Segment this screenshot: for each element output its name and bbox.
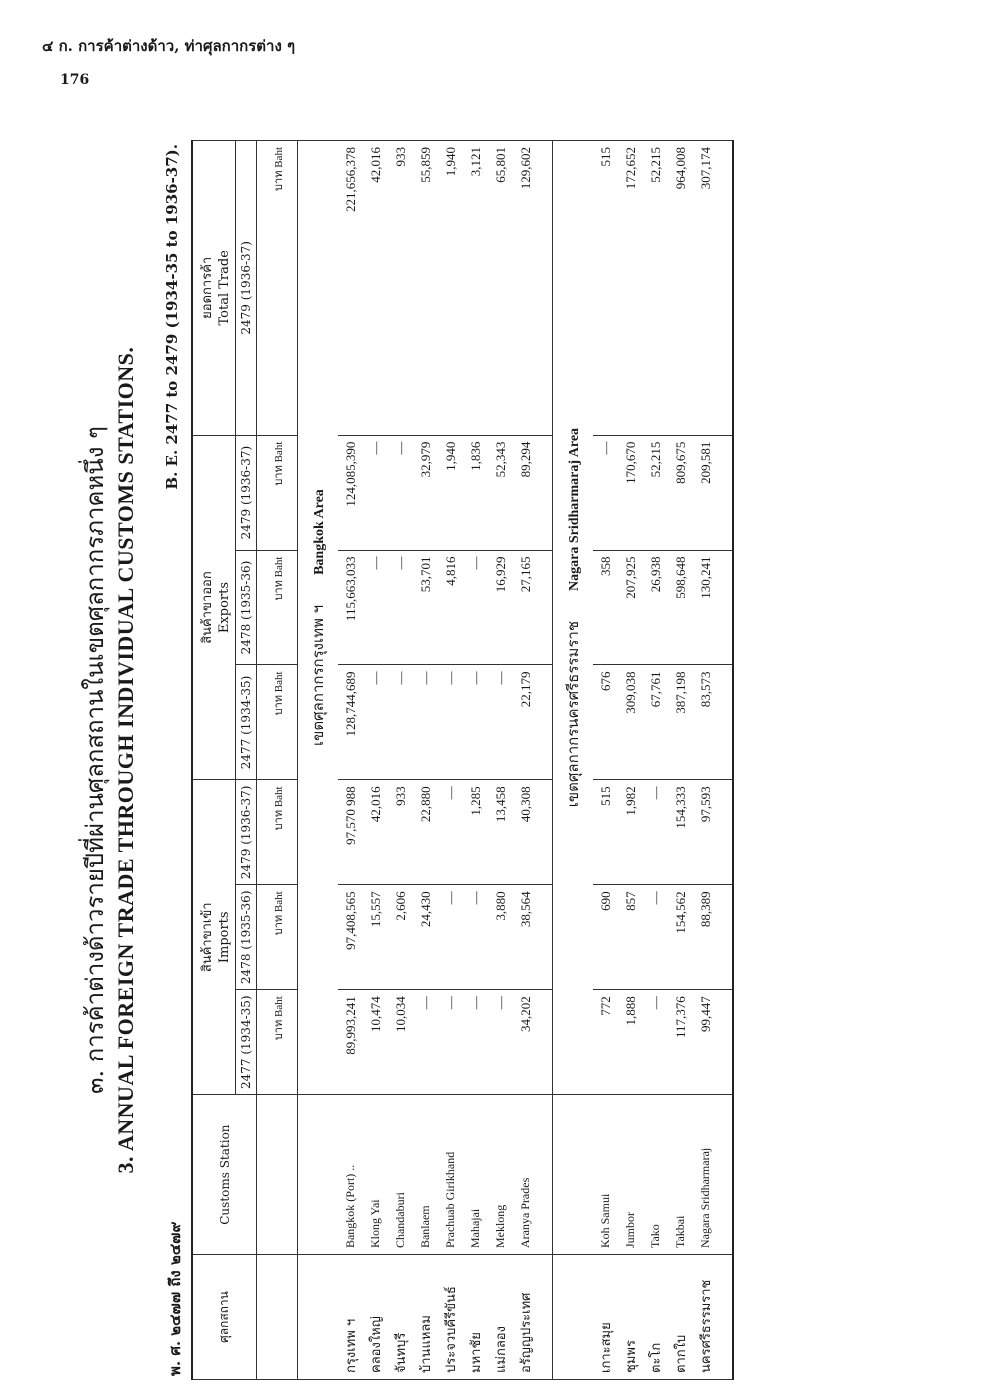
imports-value: — [488, 990, 513, 1095]
imports-value: 42,016 [363, 780, 388, 885]
blank-cell [718, 665, 733, 780]
imports-value: — [643, 885, 668, 990]
blank-cell [718, 885, 733, 990]
blank-cell [538, 990, 553, 1095]
table-title-thai: ๓. การค้าต่างด้าวรายปีที่ผ่านศุลกสถานในเขตศุลกากรภาคหนึ่ง ๆ [81, 426, 109, 1094]
imports-value: 24,430 [413, 885, 438, 990]
section-title [553, 141, 594, 1095]
station-name-thai: ตะโก [643, 1255, 668, 1380]
blank-cell [718, 435, 733, 550]
imports-value: — [438, 990, 463, 1095]
unit-label: บาท Baht [257, 885, 298, 990]
exports-value: 124,085,390 [338, 435, 363, 550]
exports-value: 53,701 [413, 550, 438, 665]
imports-value: 13,458 [488, 780, 513, 885]
imports-value: 690 [593, 885, 618, 990]
section-title-english: Bangkok Area [312, 489, 327, 575]
exports-value: 27,165 [513, 550, 538, 665]
rotated-table-page [75, 140, 915, 1380]
exports-value: 52,343 [488, 435, 513, 550]
exports-value: — [388, 435, 413, 550]
exports-value: 26,938 [643, 550, 668, 665]
station-name-thai: ประจวบคีรีขันธ์ [438, 1255, 463, 1380]
station-name-thai: กรุงเทพ ฯ [338, 1255, 363, 1380]
blank-cell [298, 1095, 339, 1255]
period-thai: พ. ศ. ๒๔๗๗ ถึง ๒๔๗๙ [166, 1221, 184, 1376]
blank-cell [538, 1095, 553, 1255]
imports-value: 97,570 988 [338, 780, 363, 885]
station-name-thai: ตากใบ [668, 1255, 693, 1380]
unit-label: บาท Baht [257, 780, 298, 885]
blank-cell [538, 141, 553, 436]
imports-value: 154,562 [668, 885, 693, 990]
imports-value: 88,389 [693, 885, 718, 990]
imports-value: 772 [593, 990, 618, 1095]
table-row [388, 141, 413, 1380]
imports-value: — [643, 780, 668, 885]
total-en-label: Total Trade [217, 250, 232, 326]
section-title-english: Nagara Sridharmaraj Area [567, 427, 582, 591]
imports-value: 34,202 [513, 990, 538, 1095]
imports-value: — [463, 885, 488, 990]
exports-value: 115,663,033 [338, 550, 363, 665]
year-header: 2477 (1934-35) [236, 665, 257, 780]
exports-value: — [438, 665, 463, 780]
table-row [363, 141, 388, 1380]
section-header-row [298, 141, 339, 1380]
station-name-english: Prachuab Girikhand [438, 1095, 463, 1255]
blank-cell [538, 780, 553, 885]
imports-value: 97,593 [693, 780, 718, 885]
exports-value: 676 [593, 665, 618, 780]
table-row [643, 141, 668, 1380]
year-header: 2477 (1934-35) [236, 990, 257, 1095]
station-th-header: ศุลกสถาน [192, 1255, 257, 1380]
exports-value: — [363, 435, 388, 550]
imports-value: 10,474 [363, 990, 388, 1095]
imports-value: — [438, 885, 463, 990]
blank-cell [538, 885, 553, 990]
station-name-english: Aranya Prades [513, 1095, 538, 1255]
blank-cell [718, 550, 733, 665]
exports-value: 89,294 [513, 435, 538, 550]
station-name-english: Koh Samui [593, 1095, 618, 1255]
total-value: 129,602 [513, 141, 538, 436]
section-title-thai: เขตศุลกากรนครศรีธรรมราช [564, 621, 582, 808]
exports-header [192, 435, 236, 780]
blank-cell [718, 1255, 733, 1380]
unit-label: บาท Baht [257, 550, 298, 665]
exports-value: 358 [593, 550, 618, 665]
total-value: 221,656,378 [338, 141, 363, 436]
imports-value: 857 [618, 885, 643, 990]
imports-value: 2,606 [388, 885, 413, 990]
station-name-english: Takbai [668, 1095, 693, 1255]
trade-table [191, 140, 734, 1380]
exports-value: 83,573 [693, 665, 718, 780]
exports-value: 22,179 [513, 665, 538, 780]
unit-label: บาท Baht [257, 665, 298, 780]
exports-value: 1,940 [438, 435, 463, 550]
exports-value: — [413, 665, 438, 780]
exports-value: 67,761 [643, 665, 668, 780]
blank-cell [718, 990, 733, 1095]
station-name-thai: คลองใหญ่ [363, 1255, 388, 1380]
exports-value: — [363, 550, 388, 665]
imports-header [192, 780, 236, 1095]
imports-en-label: Imports [217, 911, 232, 964]
station-name-thai: เกาะสมุย [593, 1255, 618, 1380]
imports-value: 1,285 [463, 780, 488, 885]
imports-value: 40,308 [513, 780, 538, 885]
blank-cell [538, 435, 553, 550]
blank-cell [718, 141, 733, 436]
station-name-thai: ชุมพร [618, 1255, 643, 1380]
station-name-thai: อรัญญประเทศ [513, 1255, 538, 1380]
exports-value: — [593, 435, 618, 550]
table-row [488, 141, 513, 1380]
station-name-english: Klong Yai [363, 1095, 388, 1255]
imports-th-label: สินค้าขาเข้า [200, 902, 215, 973]
unit-label: บาท Baht [257, 435, 298, 550]
station-name-english: Tako [643, 1095, 668, 1255]
table-row [463, 141, 488, 1380]
running-header: ๔ ก. การค้าต่างด้าว, ท่าศุลกากรต่าง ๆ [42, 37, 296, 55]
table-row [338, 141, 363, 1380]
station-name-english: Chandaburi [388, 1095, 413, 1255]
unit-label: บาท Baht [257, 990, 298, 1095]
imports-value: — [413, 990, 438, 1095]
imports-value: 22,880 [413, 780, 438, 885]
imports-value: 154,333 [668, 780, 693, 885]
blank-cell [538, 1255, 553, 1380]
exports-value: 4,816 [438, 550, 463, 665]
table-row [618, 141, 643, 1380]
imports-value: 89,993,241 [338, 990, 363, 1095]
exports-value: 130,241 [693, 550, 718, 665]
exports-value: 309,038 [618, 665, 643, 780]
imports-value: 117,376 [668, 990, 693, 1095]
station-name-thai: นครศรีธรรมราช [693, 1255, 718, 1380]
station-name-english: Bangkok (Port) .. [338, 1095, 363, 1255]
spacer-row [538, 141, 553, 1380]
table-row [668, 141, 693, 1380]
blank-cell [553, 1095, 594, 1255]
exports-value: — [488, 665, 513, 780]
imports-value: — [463, 990, 488, 1095]
unit-row [257, 141, 298, 1380]
station-name-thai: มหาชัย [463, 1255, 488, 1380]
exports-value: 209,581 [693, 435, 718, 550]
imports-value: 515 [593, 780, 618, 885]
exports-value: — [363, 665, 388, 780]
section-title-thai: เขตศุลกากรกรุงเทพ ฯ [309, 604, 327, 746]
blank-cell [718, 1095, 733, 1255]
blank-cell [538, 550, 553, 665]
section-title [298, 141, 339, 1095]
table-row [413, 141, 438, 1380]
total-value: 52,215 [643, 141, 668, 436]
imports-value: 99,447 [693, 990, 718, 1095]
exports-value: — [388, 665, 413, 780]
total-value: 307,174 [693, 141, 718, 436]
blank-cell [553, 1255, 594, 1380]
year-header: 2479 (1936-37) [236, 141, 257, 436]
exports-value: 387,198 [668, 665, 693, 780]
exports-en-label: Exports [217, 581, 232, 634]
station-name-english: Banlaem [413, 1095, 438, 1255]
station-name-english: Mahajai [463, 1095, 488, 1255]
imports-value: 15,557 [363, 885, 388, 990]
station-name-thai: แม่กลอง [488, 1255, 513, 1380]
imports-value: 1,982 [618, 780, 643, 885]
blank-cell [718, 780, 733, 885]
imports-value: 97,408,565 [338, 885, 363, 990]
exports-value: 1,836 [463, 435, 488, 550]
imports-value: 1,888 [618, 990, 643, 1095]
total-value: 42,016 [363, 141, 388, 436]
exports-value: 128,744,689 [338, 665, 363, 780]
total-value: 515 [593, 141, 618, 436]
table-row [693, 141, 718, 1380]
total-value: 3,121 [463, 141, 488, 436]
blank-cell [538, 665, 553, 780]
total-value: 933 [388, 141, 413, 436]
imports-value: 933 [388, 780, 413, 885]
exports-value: 52,215 [643, 435, 668, 550]
station-name-english: Jumbor [618, 1095, 643, 1255]
unit-label: บาท Baht [257, 141, 298, 436]
spacer-row [718, 141, 733, 1380]
station-name-thai: บ้านแหลม [413, 1255, 438, 1380]
exports-th-label: สินค้าขาออก [200, 571, 215, 644]
imports-value: 10,034 [388, 990, 413, 1095]
exports-value: — [463, 665, 488, 780]
exports-value: 207,925 [618, 550, 643, 665]
total-th-label: ยอดการค้า [200, 256, 215, 319]
exports-value: 32,979 [413, 435, 438, 550]
station-name-english: Nagara Sridharmaraj [693, 1095, 718, 1255]
table-row [438, 141, 463, 1380]
exports-value: 170,670 [618, 435, 643, 550]
year-header: 2479 (1936-37) [236, 780, 257, 885]
exports-value: — [463, 550, 488, 665]
period-english: B. E. 2477 to 2479 (1934-35 to 1936-37). [163, 144, 181, 490]
total-value: 55,859 [413, 141, 438, 436]
total-header [192, 141, 236, 436]
table-title-english: 3. ANNUAL FOREIGN TRADE THROUGH INDIVIDUAL CUSTOMS STATIONS. [113, 346, 138, 1174]
page-number: 176 [60, 72, 90, 88]
exports-value: — [388, 550, 413, 665]
table-row [513, 141, 538, 1380]
imports-value: 38,564 [513, 885, 538, 990]
blank-cell [298, 1255, 339, 1380]
year-header: 2478 (1935-36) [236, 885, 257, 990]
year-header: 2479 (1936-37) [236, 435, 257, 550]
total-value: 172,652 [618, 141, 643, 436]
exports-value: 16,929 [488, 550, 513, 665]
total-value: 964,008 [668, 141, 693, 436]
imports-value: — [643, 990, 668, 1095]
total-value: 65,801 [488, 141, 513, 436]
exports-value: 598,648 [668, 550, 693, 665]
imports-value: — [438, 780, 463, 885]
year-header: 2478 (1935-36) [236, 550, 257, 665]
station-en-header: Customs Station [192, 1095, 257, 1255]
station-name-thai: จันทบุรี [388, 1255, 413, 1380]
section-header-row [553, 141, 594, 1380]
exports-value: 809,675 [668, 435, 693, 550]
imports-value: 3,880 [488, 885, 513, 990]
total-value: 1,940 [438, 141, 463, 436]
station-name-english: Meklong [488, 1095, 513, 1255]
table-row [593, 141, 618, 1380]
